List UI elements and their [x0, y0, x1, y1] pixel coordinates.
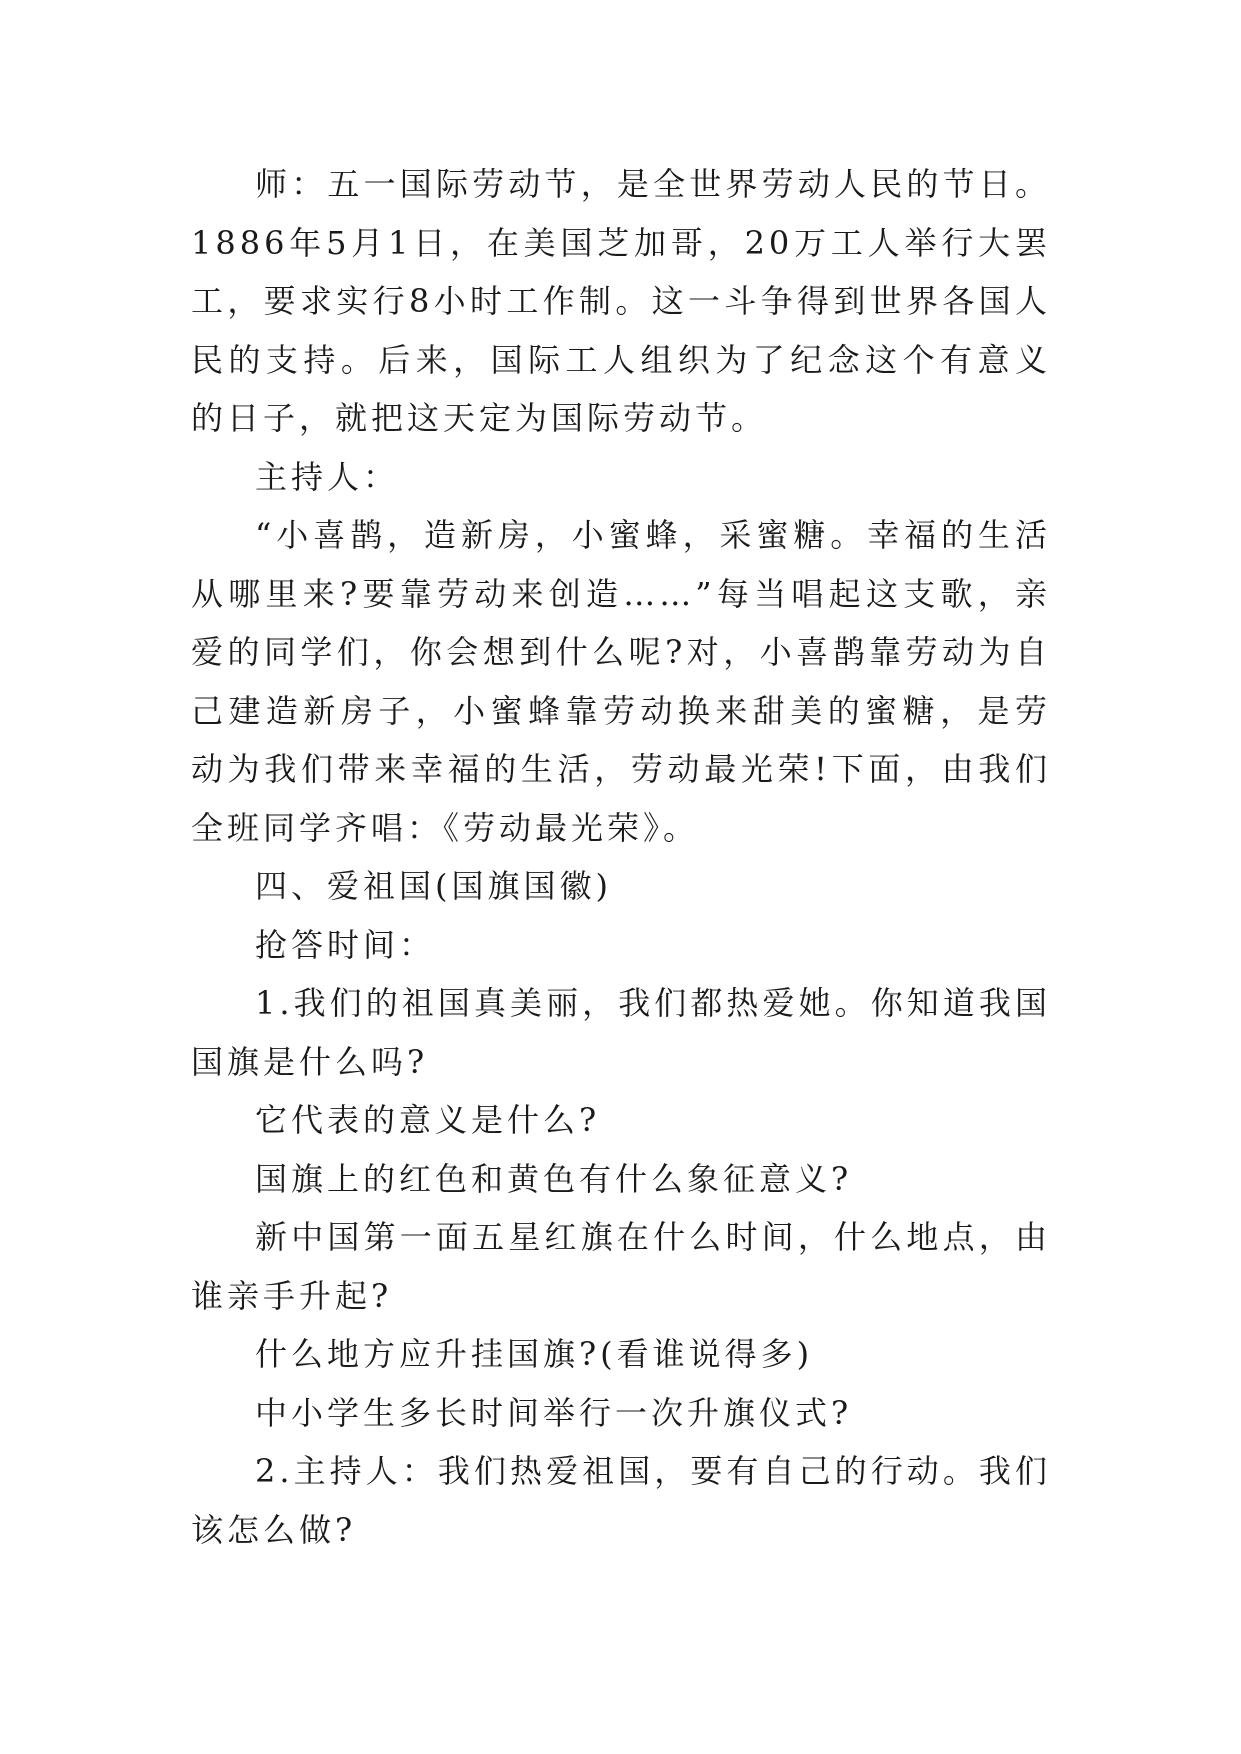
paragraph-quiz-time: 抢答时间： [255, 925, 436, 964]
paragraph-question-where-flag: 什么地方应升挂国旗?(看谁说得多) [255, 1335, 814, 1373]
document-body [191, 155, 1051, 1559]
section-heading-love-motherland: 四、爱祖国(国旗国徽) [255, 867, 612, 905]
paragraph-question-colors: 国旗上的红色和黄色有什么象征意义? [255, 1159, 853, 1198]
paragraph-song-quote: “小喜鹊，造新房，小蜜蜂，采蜜糖。幸福的生活从哪里来?要靠劳动来创造……”每当唱起这支歌，亲爱的同学们，你会想到什么呢?对，小喜鹊靠劳动为自己建造新房子，小蜜蜂靠劳动换来甜美的蜜糖，是劳动为我们带来幸福的生活，劳动最光荣!下面，由我们全班同学齐唱：《劳动最光荣》。 [191, 516, 1051, 847]
paragraph-host-label: 主持人： [255, 457, 400, 496]
paragraph-labor-day-intro: 师：五一国际劳动节，是全世界劳动人民的节日。1886年5月1日，在美国芝加哥，20万工人举行大罢工，要求实行8小时工作制。这一斗争得到世界各国人民的支持。后来，国际工人组织为了纪念这个有意义的日子，就把这天定为国际劳动节。 [191, 165, 1051, 437]
paragraph-question-1: 1.我们的祖国真美丽，我们都热爱她。你知道我国国旗是什么吗? [191, 984, 1051, 1081]
paragraph-question-ceremony: 中小学生多长时间举行一次升旗仪式? [255, 1393, 853, 1432]
paragraph-question-meaning: 它代表的意义是什么? [255, 1101, 601, 1139]
paragraph-question-first-flag: 新中国第一面五星红旗在什么时间，什么地点，由谁亲手升起? [191, 1218, 1051, 1315]
paragraph-question-2: 2.主持人：我们热爱祖国，要有自己的行动。我们该怎么做? [191, 1452, 1051, 1549]
